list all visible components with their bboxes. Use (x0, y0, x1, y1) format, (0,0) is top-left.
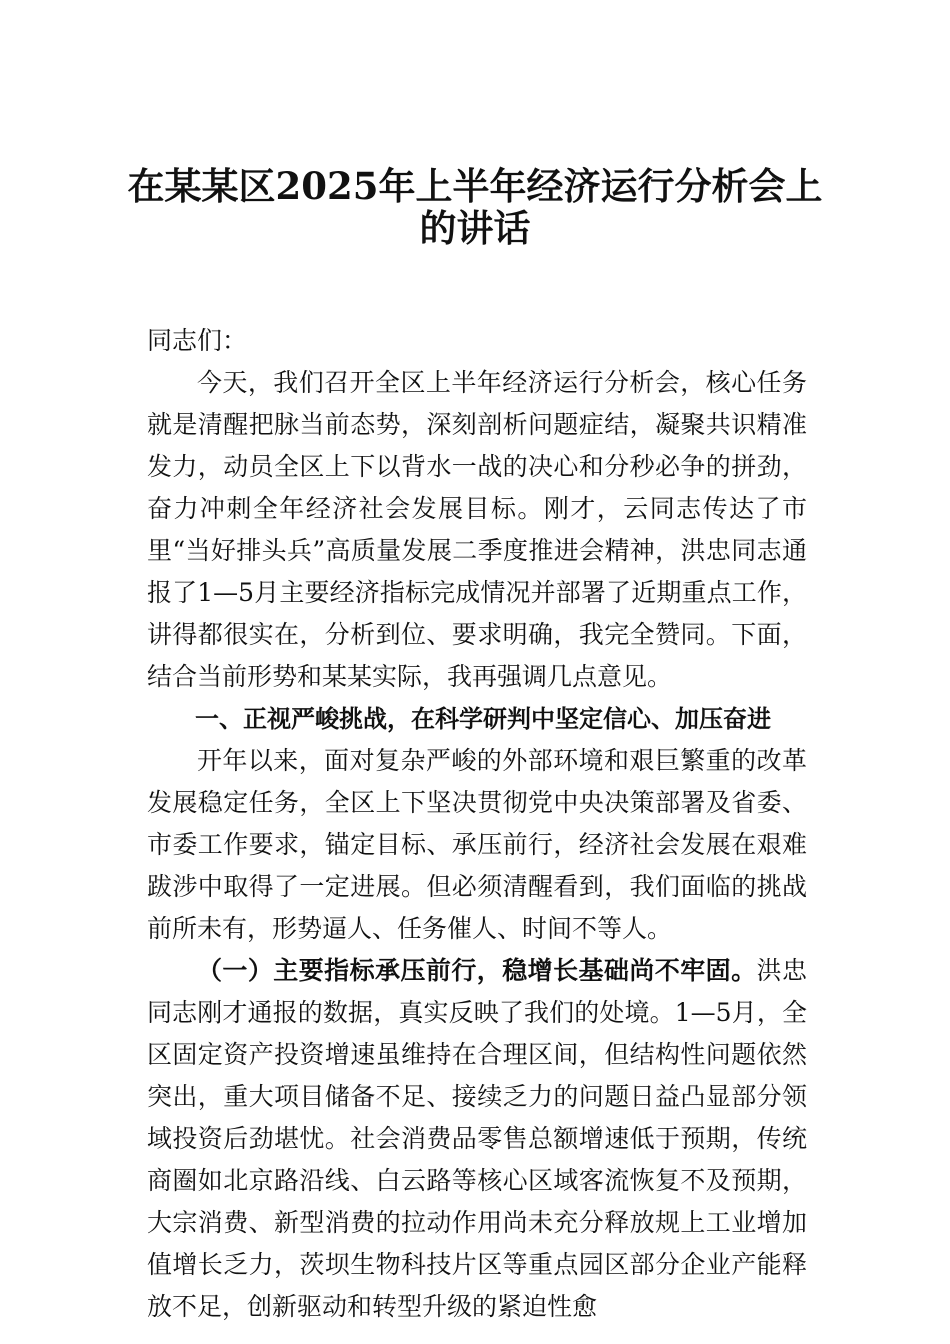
document-body (147, 320, 807, 1328)
salutation: 同志们： (147, 326, 248, 355)
section-1-paragraph: 开年以来，面对复杂严峻的外部环境和艰巨繁重的改革发展稳定任务，全区上下坚决贯彻党中央决策部署及省委、市委工作要求，锚定目标、承压前行，经济社会发展在艰难跋涉中取得了一定进展。但必须清醒看到，我们面临的挑战前所未有，形势逼人、任务催人、时间不等人。 (147, 746, 807, 943)
section-1-heading: 一、正视严峻挑战，在科学研判中坚定信心、加压奋进 (195, 705, 771, 733)
subsection-1-lead: （一）主要指标承压前行，稳增长基础尚不牢固。 (197, 956, 757, 985)
subsection-1-body: 洪忠同志刚才通报的数据，真实反映了我们的处境。1—5月，全区固定资产投资增速虽维持在合理区间，但结构性问题依然突出，重大项目储备不足、接续乏力的问题日益凸显部分领域投资后劲堪忧。社会消费品零售总额增速低于预期，传统商圈如北京路沿线、白云路等核心区域客流恢复不及预期，大宗消费、新型消费的拉动作用尚未充分释放规上工业增加值增长乏力，茨坝生物科技片区等重点园区部分企业产能释放不足，创新驱动和转型升级的紧迫性愈 (147, 956, 807, 1321)
intro-paragraph: 今天，我们召开全区上半年经济运行分析会，核心任务就是清醒把脉当前态势，深刻剖析问题症结，凝聚共识精准发力，动员全区上下以背水一战的决心和分秒必争的拼劲，奋力冲刺全年经济社会发展目标。刚才，云同志传达了市里“当好排头兵”高质量发展二季度推进会精神，洪忠同志通报了1—5月主要经济指标完成情况并部署了近期重点工作，讲得都很实在，分析到位、要求明确，我完全赞同。下面，结合当前形势和某某实际，我再强调几点意见。 (147, 368, 807, 691)
subsection-1-paragraph (147, 950, 807, 1328)
document-title-line-1: 在某某区2025年上半年经济运行分析会上 (127, 164, 823, 208)
document-title-line-2: 的讲话 (419, 206, 531, 250)
